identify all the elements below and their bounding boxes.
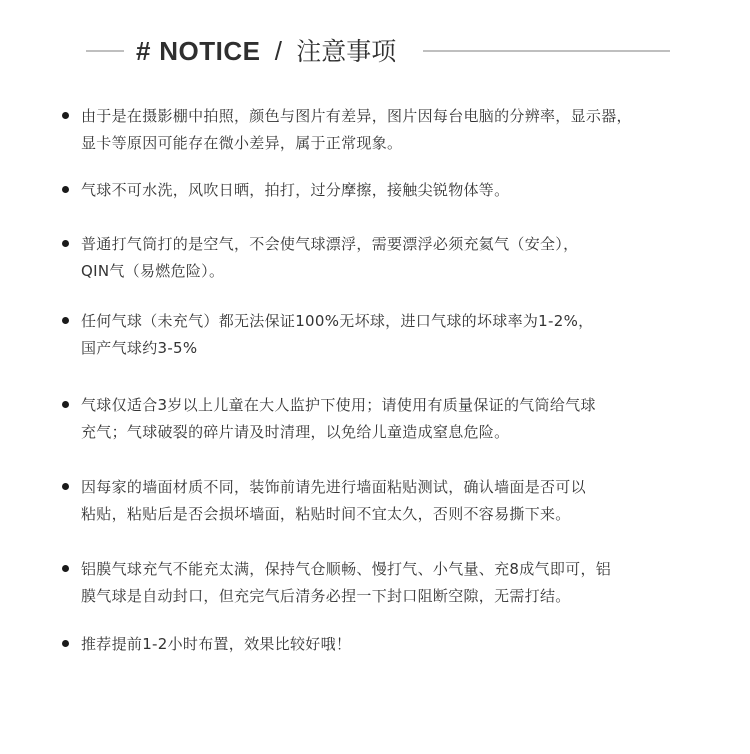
notice-line: 膜气球是自动封口，但充完气后清务必捏一下封口阻断空隙，无需打结。 — [81, 587, 571, 605]
title-chinese: 注意事项 — [296, 37, 397, 66]
notice-text — [81, 103, 703, 157]
notice-line: QIN气（易燃危险）。 — [81, 262, 225, 280]
notice-line: 国产气球约3-5% — [81, 339, 198, 357]
title-hash: # — [136, 36, 151, 66]
notice-line: 普通打气筒打的是空气，不会使气球漂浮，需要漂浮必须充氦气（安全）， — [81, 235, 579, 253]
notice-line: 充气；气球破裂的碎片请及时清理，以免给儿童造成窒息危险。 — [81, 423, 510, 441]
bullet-dot — [62, 483, 69, 490]
notice-line: 粘贴，粘贴后是否会损坏墙面，粘贴时间不宜太久，否则不容易撕下来。 — [81, 505, 571, 523]
bullet-dot — [62, 240, 69, 247]
notice-text — [81, 556, 703, 610]
notice-line: 显卡等原因可能存在微小差异，属于正常现象。 — [81, 134, 403, 152]
bullet-dot — [62, 640, 69, 647]
notice-text — [81, 231, 703, 285]
notice-line: 气球仅适合3岁以上儿童在大人监护下使用；请使用有质量保证的气筒给气球 — [81, 396, 596, 414]
notice-line: 铝膜气球充气不能充太满，保持气仓顺畅、慢打气、小气量、充8成气即可，铝 — [81, 560, 612, 578]
bullet-dot — [62, 401, 69, 408]
notice-line: 任何气球（未充气）都无法保证100%无坏球，进口气球的坏球率为1-2%， — [81, 312, 594, 330]
bullet-dot — [62, 186, 69, 193]
title-slash: / — [274, 36, 282, 66]
notice-line: 推荐提前1-2小时布置，效果比较好哦！ — [81, 635, 352, 653]
notice-line: 气球不可水洗，风吹日晒，拍打，过分摩擦，接触尖锐物体等。 — [81, 181, 510, 199]
bullet-dot — [62, 317, 69, 324]
notice-line: 因每家的墙面材质不同，装饰前请先进行墙面粘贴测试，确认墙面是否可以 — [81, 478, 586, 496]
notice-line: 由于是在摄影棚中拍照，颜色与图片有差异，图片因每台电脑的分辨率，显示器， — [81, 107, 632, 125]
title-notice: NOTICE — [159, 36, 261, 66]
bullet-dot — [62, 112, 69, 119]
notice-text — [81, 474, 703, 528]
notice-text — [81, 308, 703, 362]
bullet-dot — [62, 565, 69, 572]
notice-text — [81, 392, 703, 446]
notice-text — [81, 631, 703, 658]
notice-text — [81, 177, 703, 204]
